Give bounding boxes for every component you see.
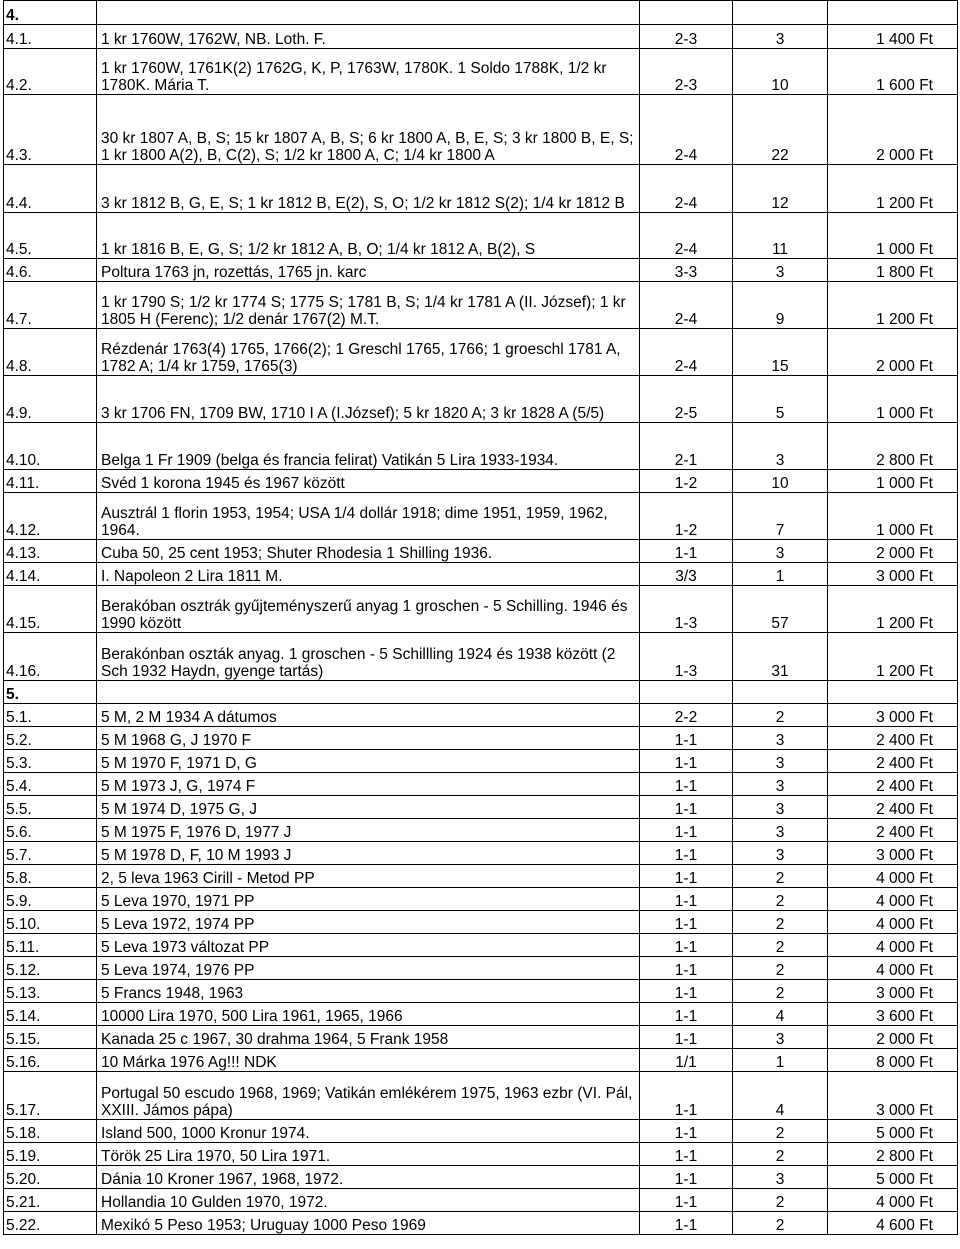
condition-cell: 1-1	[640, 842, 733, 865]
table-row	[4, 376, 958, 423]
quantity-cell: 2	[733, 1212, 828, 1235]
description-cell: Kanada 25 c 1967, 30 drahma 1964, 5 Frank 1958	[97, 1026, 640, 1049]
condition-cell: 1-1	[640, 727, 733, 750]
item-number-cell: 5.14.	[4, 1003, 97, 1026]
description-cell: Török 25 Lira 1970, 50 Lira 1971.	[97, 1143, 640, 1166]
item-number-cell: 5.15.	[4, 1026, 97, 1049]
condition-cell: 1-1	[640, 1003, 733, 1026]
quantity-cell: 4	[733, 1072, 828, 1120]
price-cell: 1 000 Ft	[828, 470, 958, 493]
item-number-cell: 5.21.	[4, 1189, 97, 1212]
quantity-cell: 1	[733, 1049, 828, 1072]
price-cell: 1 600 Ft	[828, 49, 958, 95]
price-cell: 2 400 Ft	[828, 750, 958, 773]
item-number-cell: 4.15.	[4, 586, 97, 633]
price-cell: 2 800 Ft	[828, 423, 958, 470]
quantity-cell: 2	[733, 888, 828, 911]
condition-cell	[640, 1, 733, 25]
description-cell: 5 Leva 1972, 1974 PP	[97, 911, 640, 934]
quantity-cell: 31	[733, 633, 828, 681]
price-cell: 2 400 Ft	[828, 773, 958, 796]
item-number-cell: 4.2.	[4, 49, 97, 95]
table-row	[4, 633, 958, 681]
quantity-cell: 5	[733, 376, 828, 423]
condition-cell: 1-1	[640, 796, 733, 819]
item-number-cell: 4.8.	[4, 329, 97, 376]
quantity-cell: 9	[733, 282, 828, 329]
table-row	[4, 865, 958, 888]
table-row	[4, 493, 958, 540]
condition-cell	[640, 681, 733, 704]
condition-cell: 1-1	[640, 1143, 733, 1166]
description-cell: 3 kr 1706 FN, 1709 BW, 1710 I A (I.József); 5 kr 1820 A; 3 kr 1828 A (5/5)	[97, 376, 640, 423]
condition-cell: 2-4	[640, 329, 733, 376]
quantity-cell: 3	[733, 819, 828, 842]
price-cell: 4 000 Ft	[828, 957, 958, 980]
table-row	[4, 1003, 958, 1026]
item-number-cell: 5.19.	[4, 1143, 97, 1166]
description-cell: 5 M 1970 F, 1971 D, G	[97, 750, 640, 773]
item-number-cell: 4.11.	[4, 470, 97, 493]
item-number-cell: 5.2.	[4, 727, 97, 750]
table-row	[4, 1166, 958, 1189]
price-cell: 5 000 Ft	[828, 1120, 958, 1143]
item-number-cell: 5.8.	[4, 865, 97, 888]
table-row	[4, 842, 958, 865]
table-row	[4, 25, 958, 49]
quantity-cell: 2	[733, 1143, 828, 1166]
price-cell: 3 000 Ft	[828, 980, 958, 1003]
quantity-cell: 2	[733, 980, 828, 1003]
price-cell: 3 600 Ft	[828, 1003, 958, 1026]
item-number-cell: 5.7.	[4, 842, 97, 865]
item-number-cell: 5.4.	[4, 773, 97, 796]
quantity-cell: 2	[733, 865, 828, 888]
table-row	[4, 282, 958, 329]
condition-cell: 1-1	[640, 540, 733, 563]
table-row	[4, 470, 958, 493]
description-cell: 10 Márka 1976 Ag!!! NDK	[97, 1049, 640, 1072]
price-cell: 4 000 Ft	[828, 865, 958, 888]
description-cell: Mexikó 5 Peso 1953; Uruguay 1000 Peso 1969	[97, 1212, 640, 1235]
item-number-cell: 5.3.	[4, 750, 97, 773]
quantity-cell: 3	[733, 259, 828, 282]
item-number-cell: 5.	[4, 681, 97, 704]
quantity-cell: 3	[733, 540, 828, 563]
condition-cell: 2-3	[640, 25, 733, 49]
table-row	[4, 213, 958, 259]
quantity-cell: 1	[733, 563, 828, 586]
item-number-cell: 4.1.	[4, 25, 97, 49]
price-cell: 5 000 Ft	[828, 1166, 958, 1189]
condition-cell: 1-1	[640, 911, 733, 934]
description-cell: Island 500, 1000 Kronur 1974.	[97, 1120, 640, 1143]
quantity-cell: 22	[733, 95, 828, 165]
condition-cell: 1-1	[640, 1120, 733, 1143]
price-cell: 2 400 Ft	[828, 727, 958, 750]
description-cell: 5 Francs 1948, 1963	[97, 980, 640, 1003]
price-cell: 8 000 Ft	[828, 1049, 958, 1072]
condition-cell: 1-1	[640, 934, 733, 957]
price-cell: 3 000 Ft	[828, 1072, 958, 1120]
condition-cell: 1-1	[640, 750, 733, 773]
item-number-cell: 4.6.	[4, 259, 97, 282]
table-row	[4, 259, 958, 282]
item-number-cell: 5.22.	[4, 1212, 97, 1235]
price-cell: 1 000 Ft	[828, 213, 958, 259]
quantity-cell	[733, 681, 828, 704]
price-cell: 4 000 Ft	[828, 888, 958, 911]
quantity-cell: 10	[733, 49, 828, 95]
condition-cell: 2-4	[640, 165, 733, 213]
section-header-row	[4, 1, 958, 25]
description-cell: 2, 5 leva 1963 Cirill - Metod PP	[97, 865, 640, 888]
item-number-cell: 4.10.	[4, 423, 97, 470]
condition-cell: 2-1	[640, 423, 733, 470]
quantity-cell: 3	[733, 773, 828, 796]
condition-cell: 3/3	[640, 563, 733, 586]
condition-cell: 1-1	[640, 865, 733, 888]
item-number-cell: 4.7.	[4, 282, 97, 329]
price-cell: 4 600 Ft	[828, 1212, 958, 1235]
table-row	[4, 563, 958, 586]
item-number-cell: 5.1.	[4, 704, 97, 727]
price-cell: 1 800 Ft	[828, 259, 958, 282]
condition-cell: 1-1	[640, 773, 733, 796]
item-number-cell: 4.12.	[4, 493, 97, 540]
item-number-cell: 4.13.	[4, 540, 97, 563]
description-cell: Poltura 1763 jn, rozettás, 1765 jn. karc	[97, 259, 640, 282]
table-row	[4, 704, 958, 727]
condition-cell: 2-5	[640, 376, 733, 423]
item-number-cell: 5.6.	[4, 819, 97, 842]
item-number-cell: 5.12.	[4, 957, 97, 980]
condition-cell: 1-2	[640, 493, 733, 540]
table-body	[4, 1, 958, 1235]
condition-cell: 1-1	[640, 1026, 733, 1049]
quantity-cell: 4	[733, 1003, 828, 1026]
description-cell	[97, 1, 640, 25]
table-row	[4, 1120, 958, 1143]
section-header-row	[4, 681, 958, 704]
quantity-cell: 3	[733, 796, 828, 819]
item-number-cell: 5.10.	[4, 911, 97, 934]
item-number-cell: 5.18.	[4, 1120, 97, 1143]
table-row	[4, 1143, 958, 1166]
description-cell: Dánia 10 Kroner 1967, 1968, 1972.	[97, 1166, 640, 1189]
condition-cell: 1/1	[640, 1049, 733, 1072]
price-cell: 1 000 Ft	[828, 493, 958, 540]
description-cell: 5 M 1973 J, G, 1974 F	[97, 773, 640, 796]
description-cell: 5 Leva 1974, 1976 PP	[97, 957, 640, 980]
quantity-cell: 3	[733, 750, 828, 773]
quantity-cell: 3	[733, 25, 828, 49]
description-cell: 5 Leva 1973 változat PP	[97, 934, 640, 957]
description-cell: 5 M 1975 F, 1976 D, 1977 J	[97, 819, 640, 842]
table-row	[4, 957, 958, 980]
description-cell: I. Napoleon 2 Lira 1811 M.	[97, 563, 640, 586]
condition-cell: 1-1	[640, 819, 733, 842]
table-row	[4, 888, 958, 911]
price-cell: 1 200 Ft	[828, 633, 958, 681]
description-cell: Ausztrál 1 florin 1953, 1954; USA 1/4 dollár 1918; dime 1951, 1959, 1962, 1964.	[97, 493, 640, 540]
condition-cell: 1-1	[640, 957, 733, 980]
quantity-cell: 57	[733, 586, 828, 633]
table-row	[4, 796, 958, 819]
table-row	[4, 980, 958, 1003]
table-row	[4, 49, 958, 95]
description-cell: Berakónban oszták anyag. 1 groschen - 5 Schillling 1924 és 1938 között (2 Sch 1932 Haydn, gyenge tartás)	[97, 633, 640, 681]
table-row	[4, 750, 958, 773]
description-cell	[97, 681, 640, 704]
table-row	[4, 165, 958, 213]
table-row	[4, 95, 958, 165]
price-cell: 2 400 Ft	[828, 819, 958, 842]
price-cell: 3 000 Ft	[828, 704, 958, 727]
quantity-cell	[733, 1, 828, 25]
table-row	[4, 329, 958, 376]
description-cell: Hollandia 10 Gulden 1970, 1972.	[97, 1189, 640, 1212]
quantity-cell: 3	[733, 842, 828, 865]
condition-cell: 2-3	[640, 49, 733, 95]
item-number-cell: 5.20.	[4, 1166, 97, 1189]
quantity-cell: 3	[733, 1166, 828, 1189]
price-cell: 4 000 Ft	[828, 934, 958, 957]
coin-price-list-table	[3, 0, 958, 1235]
price-cell: 2 000 Ft	[828, 95, 958, 165]
price-cell: 3 000 Ft	[828, 563, 958, 586]
price-cell	[828, 1, 958, 25]
item-number-cell: 4.	[4, 1, 97, 25]
description-cell: 3 kr 1812 B, G, E, S; 1 kr 1812 B, E(2), S, O; 1/2 kr 1812 S(2); 1/4 kr 1812 B	[97, 165, 640, 213]
quantity-cell: 15	[733, 329, 828, 376]
condition-cell: 1-2	[640, 470, 733, 493]
table-row	[4, 1026, 958, 1049]
table-row	[4, 1072, 958, 1120]
price-cell: 2 800 Ft	[828, 1143, 958, 1166]
price-cell: 1 200 Ft	[828, 586, 958, 633]
price-cell: 1 200 Ft	[828, 165, 958, 213]
condition-cell: 2-4	[640, 95, 733, 165]
table-row	[4, 1049, 958, 1072]
quantity-cell: 11	[733, 213, 828, 259]
condition-cell: 1-1	[640, 1212, 733, 1235]
item-number-cell: 5.13.	[4, 980, 97, 1003]
table-row	[4, 819, 958, 842]
description-cell: Berakóban osztrák gyűjteményszerű anyag 1 groschen - 5 Schilling. 1946 és 1990 között	[97, 586, 640, 633]
table-row	[4, 586, 958, 633]
price-cell: 1 000 Ft	[828, 376, 958, 423]
condition-cell: 1-1	[640, 1166, 733, 1189]
description-cell: 30 kr 1807 A, B, S; 15 kr 1807 A, B, S; 6 kr 1800 A, B, E, S; 3 kr 1800 B, E, S; 1 kr 1800 A(2), B, C(2), S; 1/2 kr 1800 A, C; 1/4 kr 1800 A	[97, 95, 640, 165]
description-cell: 5 M 1978 D, F, 10 M 1993 J	[97, 842, 640, 865]
price-cell: 1 400 Ft	[828, 25, 958, 49]
item-number-cell: 4.5.	[4, 213, 97, 259]
quantity-cell: 3	[733, 727, 828, 750]
description-cell: 1 kr 1790 S; 1/2 kr 1774 S; 1775 S; 1781 B, S; 1/4 kr 1781 A (II. József); 1 kr 1805 H (Ferenc); 1/2 denár 1767(2) M.T.	[97, 282, 640, 329]
price-cell	[828, 681, 958, 704]
quantity-cell: 2	[733, 704, 828, 727]
price-cell: 4 000 Ft	[828, 1189, 958, 1212]
description-cell: Svéd 1 korona 1945 és 1967 között	[97, 470, 640, 493]
item-number-cell: 4.14.	[4, 563, 97, 586]
price-cell: 4 000 Ft	[828, 911, 958, 934]
table-row	[4, 934, 958, 957]
description-cell: Portugal 50 escudo 1968, 1969; Vatikán emlékérem 1975, 1963 ezbr (VI. Pál, XXIII. Jámos pápa)	[97, 1072, 640, 1120]
description-cell: 1 kr 1760W, 1762W, NB. Loth. F.	[97, 25, 640, 49]
quantity-cell: 12	[733, 165, 828, 213]
condition-cell: 2-4	[640, 282, 733, 329]
description-cell: Belga 1 Fr 1909 (belga és francia felirat) Vatikán 5 Lira 1933-1934.	[97, 423, 640, 470]
item-number-cell: 5.17.	[4, 1072, 97, 1120]
item-number-cell: 4.3.	[4, 95, 97, 165]
quantity-cell: 7	[733, 493, 828, 540]
price-cell: 3 000 Ft	[828, 842, 958, 865]
quantity-cell: 2	[733, 911, 828, 934]
condition-cell: 3-3	[640, 259, 733, 282]
description-cell: 1 kr 1816 B, E, G, S; 1/2 kr 1812 A, B, O; 1/4 kr 1812 A, B(2), S	[97, 213, 640, 259]
condition-cell: 1-1	[640, 1189, 733, 1212]
table-row	[4, 423, 958, 470]
quantity-cell: 2	[733, 957, 828, 980]
description-cell: Cuba 50, 25 cent 1953; Shuter Rhodesia 1 Shilling 1936.	[97, 540, 640, 563]
quantity-cell: 10	[733, 470, 828, 493]
item-number-cell: 5.16.	[4, 1049, 97, 1072]
table-row	[4, 1212, 958, 1235]
condition-cell: 1-1	[640, 980, 733, 1003]
table-row	[4, 727, 958, 750]
description-cell: 5 M 1968 G, J 1970 F	[97, 727, 640, 750]
table-row	[4, 540, 958, 563]
item-number-cell: 4.9.	[4, 376, 97, 423]
description-cell: 1 kr 1760W, 1761K(2) 1762G, K, P, 1763W, 1780K. 1 Soldo 1788K, 1/2 kr 1780K. Mária T.	[97, 49, 640, 95]
description-cell: 5 Leva 1970, 1971 PP	[97, 888, 640, 911]
condition-cell: 1-3	[640, 586, 733, 633]
item-number-cell: 5.11.	[4, 934, 97, 957]
table-row	[4, 911, 958, 934]
description-cell: 10000 Lira 1970, 500 Lira 1961, 1965, 1966	[97, 1003, 640, 1026]
price-cell: 2 000 Ft	[828, 329, 958, 376]
condition-cell: 2-4	[640, 213, 733, 259]
price-cell: 1 200 Ft	[828, 282, 958, 329]
condition-cell: 1-1	[640, 1072, 733, 1120]
item-number-cell: 5.5.	[4, 796, 97, 819]
quantity-cell: 2	[733, 1189, 828, 1212]
description-cell: 5 M 1974 D, 1975 G, J	[97, 796, 640, 819]
quantity-cell: 3	[733, 423, 828, 470]
price-cell: 2 000 Ft	[828, 1026, 958, 1049]
item-number-cell: 5.9.	[4, 888, 97, 911]
table-row	[4, 773, 958, 796]
item-number-cell: 4.4.	[4, 165, 97, 213]
quantity-cell: 2	[733, 1120, 828, 1143]
condition-cell: 2-2	[640, 704, 733, 727]
price-cell: 2 400 Ft	[828, 796, 958, 819]
table-row	[4, 1189, 958, 1212]
price-cell: 2 000 Ft	[828, 540, 958, 563]
quantity-cell: 3	[733, 1026, 828, 1049]
condition-cell: 1-1	[640, 888, 733, 911]
item-number-cell: 4.16.	[4, 633, 97, 681]
condition-cell: 1-3	[640, 633, 733, 681]
quantity-cell: 2	[733, 934, 828, 957]
description-cell: 5 M, 2 M 1934 A dátumos	[97, 704, 640, 727]
description-cell: Rézdenár 1763(4) 1765, 1766(2); 1 Greschl 1765, 1766; 1 groeschl 1781 A, 1782 A; 1/4 kr 1759, 1765(3)	[97, 329, 640, 376]
